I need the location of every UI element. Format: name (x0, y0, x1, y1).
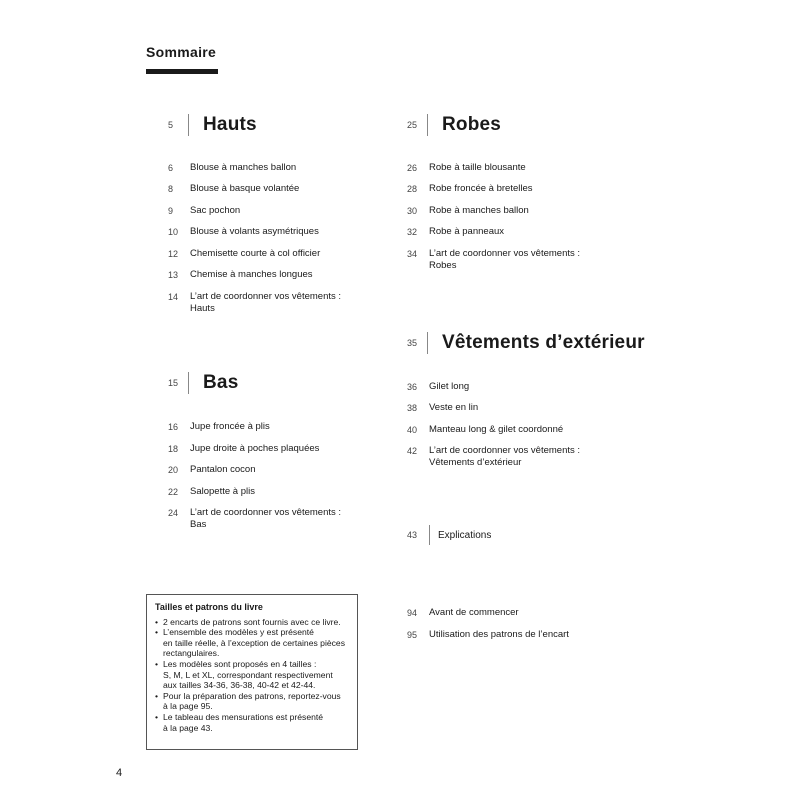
toc-entry (168, 421, 270, 433)
entry-title: L’art de coordonner vos vêtements : Vêtements d’extérieur (429, 445, 581, 468)
toc-entry (407, 381, 469, 393)
section-title: Robes (442, 114, 502, 135)
section-divider (188, 114, 189, 136)
entry-page-number: 26 (407, 163, 418, 173)
entry-title: Chemisette courte à col officier (190, 248, 321, 259)
entry-page-number: 9 (168, 206, 174, 216)
section-divider (429, 525, 430, 545)
entry-page-number: 10 (168, 227, 179, 237)
entry-title: Avant de commencer (429, 607, 519, 618)
entry-page-number: 28 (407, 184, 418, 194)
title-underline (146, 69, 218, 74)
entry-page-number: 42 (407, 446, 418, 456)
entry-page-number: 22 (168, 487, 179, 497)
entry-page-number: 18 (168, 444, 179, 454)
toc-entry (407, 629, 569, 641)
info-bullet: • Le tableau des mensurations est présenté à la page 43. (155, 712, 349, 733)
section-header-exterieur (407, 332, 645, 354)
entry-page-number: 16 (168, 422, 179, 432)
entry-title: Robe à panneaux (429, 226, 505, 237)
section-page-number: 35 (407, 338, 418, 348)
entry-title: Blouse à basque volantée (190, 183, 300, 194)
entry-title: Manteau long & gilet coordonné (429, 424, 564, 435)
page-number: 4 (116, 767, 123, 779)
entry-title: Veste en lin (429, 402, 479, 413)
section-title: Hauts (203, 114, 257, 135)
toc-entry (407, 162, 526, 174)
entry-title: Gilet long (429, 381, 470, 392)
section-title: Bas (203, 372, 239, 393)
section-divider (188, 372, 189, 394)
entry-page-number: 95 (407, 630, 418, 640)
toc-entry (407, 183, 533, 195)
info-bullet: • 2 encarts de patrons sont fournis avec ce livre. (155, 617, 349, 628)
entry-page-number: 40 (407, 425, 418, 435)
toc-entry (168, 205, 240, 217)
section-page-number: 43 (407, 530, 418, 540)
entry-title: Pantalon cocon (190, 464, 256, 475)
toc-entry (168, 291, 341, 315)
toc-entry (168, 248, 320, 260)
entry-page-number: 38 (407, 403, 418, 413)
section-page-number: 15 (168, 378, 179, 388)
section-divider (427, 114, 428, 136)
entry-title: Blouse à manches ballon (190, 162, 297, 173)
section-divider (427, 332, 428, 354)
toc-entry (168, 226, 319, 238)
entry-title: L’art de coordonner vos vêtements : Hauts (190, 291, 342, 314)
info-box-list (155, 617, 349, 734)
toc-entry (168, 183, 299, 195)
toc-entry (168, 464, 256, 476)
section-header-robes (407, 114, 501, 136)
section-page-number: 5 (168, 120, 174, 130)
toc-entry (407, 205, 529, 217)
section-header-bas (168, 372, 238, 394)
entry-page-number: 34 (407, 249, 418, 259)
info-bullet: • Les modèles sont proposés en 4 tailles : S, M, L et XL, correspondant respectivement aux tailles 34-36, 36-38, 40-42 et 42-44. (155, 659, 349, 691)
entry-title: Robe à manches ballon (429, 205, 529, 216)
entry-title: L’art de coordonner vos vêtements : Bas (190, 507, 342, 530)
entry-title: L’art de coordonner vos vêtements : Robes (429, 248, 581, 271)
section-title: Explications (438, 529, 492, 541)
entry-title: Utilisation des patrons de l’encart (429, 629, 569, 640)
entry-title: Robe à taille blousante (429, 162, 526, 173)
toc-entry (407, 248, 580, 272)
page-title: Sommaire (146, 44, 217, 60)
entry-title: Jupe droite à poches plaquées (190, 443, 320, 454)
toc-entry (168, 486, 255, 498)
toc-entry (168, 443, 319, 455)
toc-entry (168, 269, 313, 281)
entry-page-number: 20 (168, 465, 179, 475)
entry-page-number: 94 (407, 608, 418, 618)
entry-page-number: 32 (407, 227, 418, 237)
toc-entry (168, 162, 296, 174)
entry-page-number: 6 (168, 163, 174, 173)
toc-entry (407, 445, 580, 469)
toc-entry (407, 607, 519, 619)
section-header-hauts (168, 114, 257, 136)
entry-title: Chemise à manches longues (190, 269, 313, 280)
info-box (146, 594, 358, 750)
entry-page-number: 24 (168, 508, 179, 518)
toc-entry (407, 424, 563, 436)
toc-entry (407, 226, 504, 238)
entry-title: Salopette à plis (190, 486, 255, 497)
entry-title: Blouse à volants asymétriques (190, 226, 319, 237)
toc-entry (168, 507, 341, 531)
entry-page-number: 30 (407, 206, 418, 216)
section-title: Vêtements d’extérieur (442, 332, 645, 353)
info-bullet: • Pour la préparation des patrons, reportez-vous à la page 95. (155, 691, 349, 712)
section-header-explications (407, 525, 491, 545)
info-bullet: • L’ensemble des modèles y est présenté en taille réelle, à l’exception de certaines pièces rectangulaires. (155, 627, 349, 659)
entry-page-number: 12 (168, 249, 179, 259)
toc-entry (407, 402, 478, 414)
entry-title: Jupe froncée à plis (190, 421, 270, 432)
section-page-number: 25 (407, 120, 418, 130)
entry-page-number: 13 (168, 270, 179, 280)
entry-title: Robe froncée à bretelles (429, 183, 533, 194)
entry-page-number: 14 (168, 292, 179, 302)
entry-title: Sac pochon (190, 205, 241, 216)
info-box-title: Tailles et patrons du livre (155, 602, 263, 612)
entry-page-number: 8 (168, 184, 174, 194)
entry-page-number: 36 (407, 382, 418, 392)
